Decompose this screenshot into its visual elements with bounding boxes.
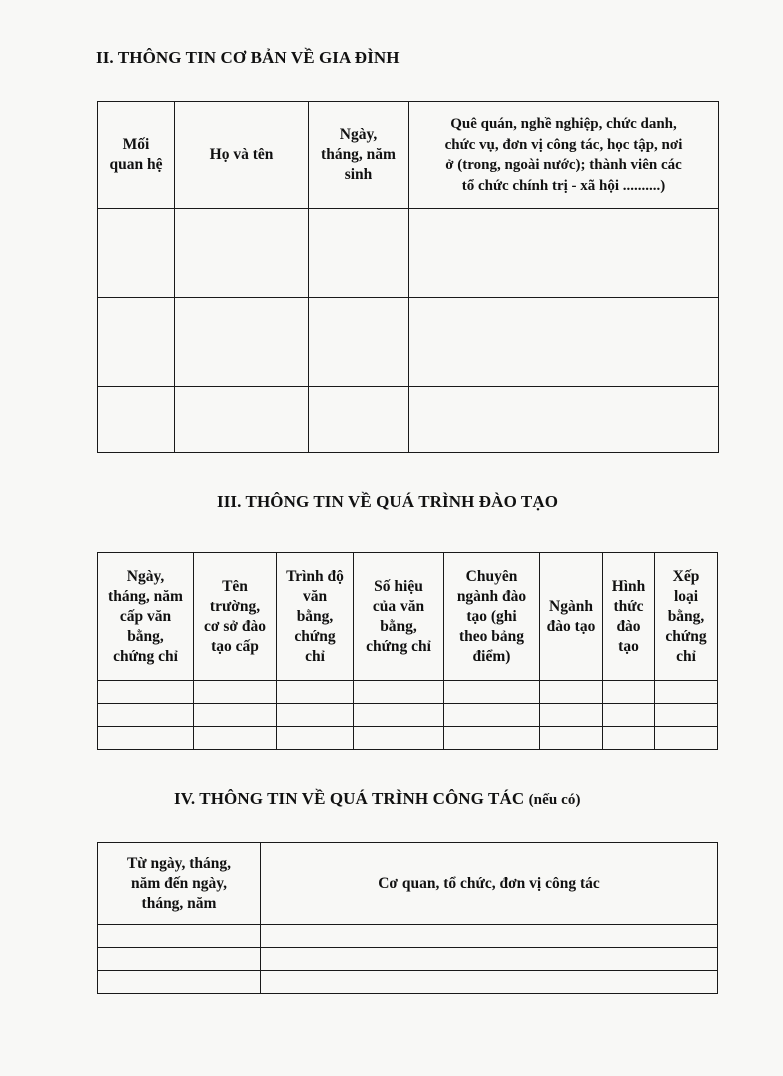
header-issue-date: Ngày, tháng, năm cấp văn bằng, chứng chỉ: [98, 553, 194, 681]
table-cell[interactable]: [98, 387, 175, 453]
table-cell[interactable]: [444, 727, 540, 750]
table-cell[interactable]: [444, 704, 540, 727]
work-history-table: [97, 842, 718, 994]
section-4-title-note: (nếu có): [528, 792, 581, 808]
table-row: [98, 925, 718, 948]
table-cell[interactable]: [354, 681, 444, 704]
header-specialization: Chuyên ngành đào tạo (ghi theo bảng điểm): [444, 553, 540, 681]
table-cell[interactable]: [194, 681, 277, 704]
table-cell[interactable]: [98, 727, 194, 750]
header-degree-number: Số hiệu của văn bằng, chứng chỉ: [354, 553, 444, 681]
table-cell[interactable]: [98, 971, 261, 994]
section-3-title: III. THÔNG TIN VỀ QUÁ TRÌNH ĐÀO TẠO: [217, 492, 559, 511]
table-cell[interactable]: [277, 727, 354, 750]
table-cell[interactable]: [261, 971, 718, 994]
table-cell[interactable]: [277, 704, 354, 727]
table-cell[interactable]: [409, 209, 719, 298]
table-cell[interactable]: [409, 298, 719, 387]
table-row: [98, 971, 718, 994]
section-4-title-text: IV. THÔNG TIN VỀ QUÁ TRÌNH CÔNG TÁC: [174, 789, 525, 808]
table-row: [98, 948, 718, 971]
table-cell[interactable]: [98, 298, 175, 387]
header-degree-classification: Xếp loại bằng, chứng chỉ: [655, 553, 718, 681]
table-cell[interactable]: [309, 209, 409, 298]
header-major: Ngành đào tạo: [540, 553, 603, 681]
table-row: [98, 209, 719, 298]
header-full-name: Họ và tên: [175, 102, 309, 209]
table-cell[interactable]: [175, 298, 309, 387]
header-relationship: Mối quan hệ: [98, 102, 175, 209]
table-cell[interactable]: [194, 704, 277, 727]
training-history-table: [97, 552, 718, 750]
table-row: [98, 387, 719, 453]
table-cell[interactable]: [98, 681, 194, 704]
table-cell[interactable]: [261, 948, 718, 971]
header-date-of-birth: Ngày, tháng, năm sinh: [309, 102, 409, 209]
family-info-table: [97, 101, 719, 453]
table-cell[interactable]: [175, 209, 309, 298]
table-cell[interactable]: [98, 948, 261, 971]
table-cell[interactable]: [261, 925, 718, 948]
table-cell[interactable]: [603, 727, 655, 750]
table-cell[interactable]: [309, 298, 409, 387]
table-cell[interactable]: [277, 681, 354, 704]
table-cell[interactable]: [309, 387, 409, 453]
table-cell[interactable]: [603, 681, 655, 704]
table-cell[interactable]: [655, 704, 718, 727]
header-period: Từ ngày, tháng, năm đến ngày, tháng, năm: [98, 843, 261, 925]
table-cell[interactable]: [354, 704, 444, 727]
table-cell[interactable]: [98, 925, 261, 948]
header-degree-level: Trình độ văn bằng, chứng chỉ: [277, 553, 354, 681]
table-cell[interactable]: [540, 681, 603, 704]
header-workplace: Cơ quan, tổ chức, đơn vị công tác: [261, 843, 718, 925]
table-row: [98, 727, 718, 750]
table-cell[interactable]: [655, 727, 718, 750]
table-cell[interactable]: [98, 209, 175, 298]
table-cell[interactable]: [98, 704, 194, 727]
section-2-title: II. THÔNG TIN CƠ BẢN VỀ GIA ĐÌNH: [96, 48, 400, 67]
table-cell[interactable]: [655, 681, 718, 704]
header-training-form: Hình thức đào tạo: [603, 553, 655, 681]
table-cell[interactable]: [540, 704, 603, 727]
section-4-title: [174, 789, 581, 809]
table-cell[interactable]: [444, 681, 540, 704]
table-cell[interactable]: [194, 727, 277, 750]
table-cell[interactable]: [540, 727, 603, 750]
table-cell[interactable]: [603, 704, 655, 727]
table-cell[interactable]: [409, 387, 719, 453]
table-cell[interactable]: [354, 727, 444, 750]
header-background-info: Quê quán, nghề nghiệp, chức danh, chức vụ, đơn vị công tác, học tập, nơi ở (trong, ngoài nước); thành viên các tổ chức chính trị - xã hội ..........): [409, 102, 719, 209]
table-row: [98, 298, 719, 387]
table-cell[interactable]: [175, 387, 309, 453]
table-row: [98, 704, 718, 727]
header-school-name: Tên trường, cơ sở đào tạo cấp: [194, 553, 277, 681]
table-row: [98, 681, 718, 704]
